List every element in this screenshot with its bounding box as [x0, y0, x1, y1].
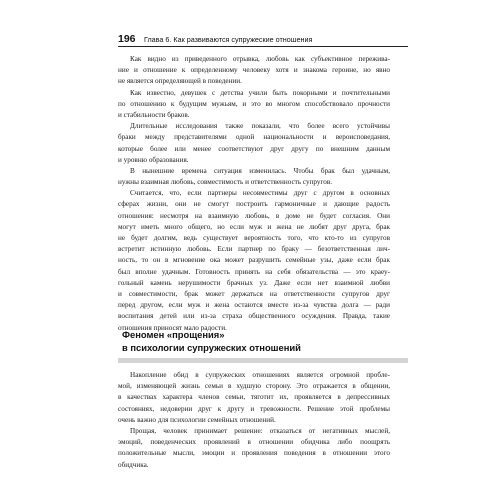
- text-line: Накопление обид в супружеских отношениях является огромной пробле-: [130, 371, 390, 379]
- section-heading: [122, 329, 301, 354]
- text-line: Прощая, человек принимает решение: отказаться от негативных мыслей,: [130, 426, 390, 435]
- body-text-block-1: [118, 54, 390, 334]
- text-line: не будет долгим, ведь существует вероятность того, что кто-то из супругов: [118, 234, 390, 242]
- header-rule: [118, 46, 408, 47]
- text-line: отношения: несмотря на взаимную любовь, в доме не будет согласия. Они: [118, 211, 390, 220]
- text-line: мой, изменяющей жизнь семьи в худшую сторону. Это отражается в общении,: [118, 382, 390, 391]
- text-line: и уровню образования.: [118, 155, 189, 164]
- text-line: Как известно, девушек с детства учили быть покорными и почтительными: [130, 88, 390, 97]
- text-line: положительные мысли, эмоции и проявления поведения в отношении этого: [118, 449, 390, 458]
- text-line: Длительные исследования также показали, что более всего устойчивы: [130, 122, 390, 131]
- text-line: не является определяющей в поведении.: [118, 77, 242, 86]
- text-line: нужны взаимная любовь, совместимость и ответственность супругов.: [118, 178, 333, 187]
- text-line: Считается, что, если партнеры несовместимы друг с другом в основных: [130, 189, 390, 198]
- text-line: перед другом, если муж и жена остаются вместе из-за чувства долга — ради: [118, 301, 390, 310]
- text-line: В нынешние времена ситуация изменилась. Чтобы брак был удачным,: [130, 166, 390, 175]
- text-line: очень важно для психологии семейных отношений.: [118, 415, 276, 424]
- running-head: Глава 6. Как развиваются супружеские отношения: [144, 35, 313, 44]
- text-line: и стабильности браков.: [118, 110, 190, 119]
- text-line: гольный камень нерушимости брачных уз. Даже если нет взаимной любви: [118, 278, 390, 287]
- text-line: Как видно из приведенного отрывка, любовь как субъективное пережива-: [130, 55, 390, 63]
- section-divider: [118, 358, 408, 363]
- text-line: обидчика.: [118, 460, 149, 469]
- page-number: 196: [118, 33, 136, 45]
- text-line: был вполне удачным. Готовность принять на себя обязательства — это краеу-: [118, 267, 390, 276]
- body-text-block-2: [118, 370, 390, 471]
- text-line: ние и отношение к определенному человеку хотя и знакома героине, но явно: [118, 66, 390, 75]
- text-line: состояниях, недоверии друг к другу и тревожности. Решение этой проблемы: [118, 404, 390, 413]
- text-line: могут иметь много общего, но если муж и жена не любят друг друга, брак: [118, 222, 390, 231]
- section-heading-line: Феномен «прощения»: [122, 329, 225, 340]
- text-line: воспитания детей или из-за страха общественного осуждения. Правда, такие: [118, 312, 390, 321]
- text-line: эмоций, поведенческих проявлений в отношении обидчика либо поощрять: [118, 438, 390, 447]
- text-line: ность, то он в мгновение ока может разрушить семейные узы, даже если брак: [118, 256, 390, 265]
- text-line: сферах жизни, они не смогут построить гармоничные и дающие радость: [118, 200, 390, 209]
- text-line: встретит истинную любовь. Если партнер по браку — безответственная лич-: [118, 245, 390, 254]
- text-line: отношения приносят мало радости.: [118, 323, 227, 332]
- text-line: в качествах характера членов семьи, тяготит их, проявляется в депрессивных: [118, 393, 390, 402]
- text-line: которые более или менее соответствуют друг другу по внешним данным: [118, 144, 390, 153]
- text-line: по отношению к будущим мужьям, и это во многом способствовало прочности: [118, 99, 390, 108]
- text-line: и совместимости, брак может держаться на ответственности супругов друг: [118, 289, 390, 298]
- section-heading-line: в психологии супружеских отношений: [122, 341, 301, 353]
- text-line: браки между представителями одной национальности и вероисповедания,: [118, 133, 390, 142]
